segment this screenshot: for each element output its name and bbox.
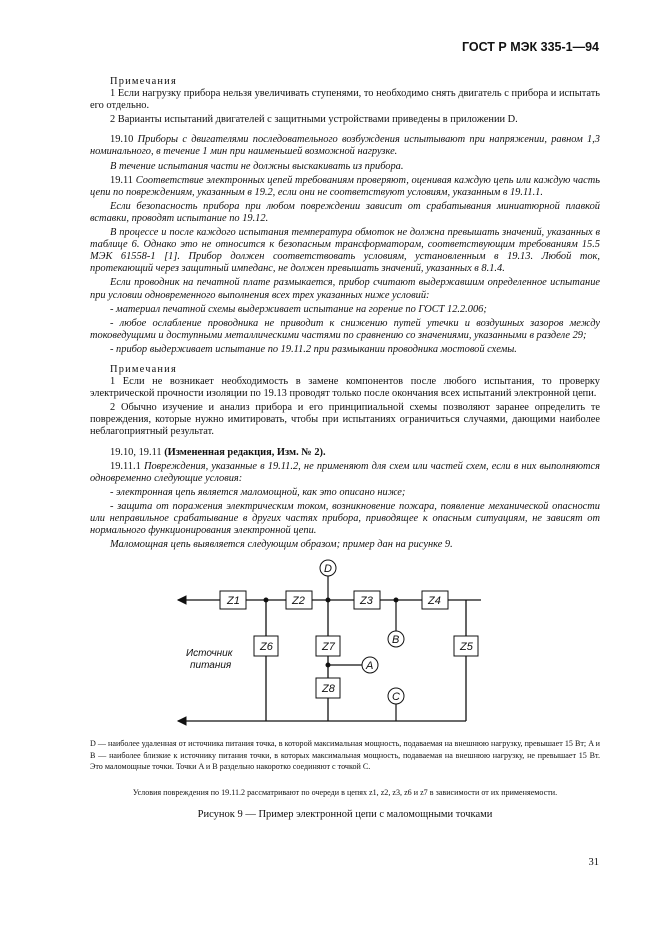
clause-19-11-b: Если безопасность прибора при любом повреждении зависит от срабатывания миниатюрной плавкой вставки, проводят испытание по 19.12. — [90, 200, 600, 224]
note-2-2: 2 Обычно изучение и анализ прибора и его принципиальной схемы позволяют заранее определить те повреждения, которые нужно имитировать, чтобы при испытаниях ограничиться случаями, дающими наиболее неблагоприятный результат. — [90, 402, 600, 438]
impedance-z3 — [354, 591, 380, 609]
notes-heading-2: Примечания — [110, 363, 177, 375]
junction-dot — [264, 598, 268, 602]
impedance-z6 — [254, 636, 278, 656]
figure-note: Условия повреждения по 19.11.2 рассматривают по очереди в цепях z1, z2, z3, z6 и z7 в зависимости от их применяемости. — [132, 788, 558, 797]
z4-label: Z4 — [428, 595, 441, 607]
condition-dash-2: - любое ослабление проводника не приводит к снижению путей утечки и воздушных зазоров между токоведущими и доступными металлическими частями по сравнению со значениями, указанными в разделе 29; — [90, 317, 600, 341]
point-a-label: A — [366, 660, 374, 672]
figure-title: Рисунок 9 — Пример электронной цепи с маломощными точками — [197, 809, 493, 820]
low-power-statement: Маломощная цепь выявляется следующим образом; пример дан на рисунке 9. — [110, 539, 453, 551]
amendment-text: (Измененная редакция, Изм. № 2). — [164, 446, 326, 458]
z1-label: Z1 — [227, 595, 240, 607]
clause-19-11 — [90, 175, 600, 199]
clause-19-10 — [90, 134, 600, 158]
point-d — [320, 560, 336, 576]
clause-19-11-1 — [90, 461, 600, 485]
point-b-label: B — [392, 634, 400, 646]
document-header: ГОСТ Р МЭК 335-1—94 — [461, 40, 599, 54]
source-label-line1: Источник — [186, 648, 233, 659]
document-body — [90, 76, 600, 553]
point-c-label: C — [392, 691, 400, 703]
condition-dash-3: - прибор выдерживает испытание по 19.11.2 при размыкании проводника мостовой схемы. — [110, 343, 517, 355]
clause-text: Повреждения, указанные в 19.11.2, не применяют для схем или частей схем, если в них выполняются одновременно следующие условия: — [90, 460, 601, 484]
input-arrow-icon — [178, 717, 186, 725]
clause-19-11-d: Если проводник на печатной плате размыкается, прибор считают выдержавшим определенное испытание при условии одновременного выполнения всех трех указанных ниже условий: — [90, 277, 600, 301]
amendment-line — [90, 447, 600, 459]
point-a — [362, 657, 378, 673]
clause-number: 19.11.1 — [110, 460, 141, 472]
z8-label: Z8 — [322, 683, 335, 695]
clause-19-10-b: В течение испытания части не должны выскакивать из прибора. — [110, 160, 404, 172]
point-c — [388, 688, 404, 704]
note-2: 2 Варианты испытаний двигателей с защитными устройствами приведены в приложении D. — [110, 114, 518, 126]
circuit-diagram — [176, 558, 506, 728]
z7-label: Z7 — [322, 641, 335, 653]
z5-label: Z5 — [460, 641, 473, 653]
note-2-1: 1 Если не возникает необходимость в замене компонентов после любого испытания, то проверку электрической прочности изоляции по 19.13 проводят только после окончания всех испытаний электронной цепи. — [90, 376, 600, 400]
point-b — [388, 631, 404, 647]
z2-label: Z2 — [292, 595, 305, 607]
clause-number: 19.11 — [110, 174, 133, 186]
input-arrow-icon — [178, 596, 186, 604]
notes-heading: Примечания — [110, 76, 177, 87]
point-d-label: D — [324, 563, 332, 575]
clause-text: Соответствие электронных цепей требованиям проверяют, оценивая каждую цепь или каждую часть цепи по повреждениям, указанным в 19.2, если они не соответствуют условиям, указанным в 19.11.1. — [90, 174, 600, 198]
impedance-z8 — [316, 678, 340, 698]
page-number: 31 — [588, 857, 599, 868]
impedance-z1 — [220, 591, 246, 609]
clause-text: Приборы с двигателями последовательного возбуждения испытывают при напряжении, равном 1,3 номинального, в течение 1 мин при наименьшей возможной нагрузке. — [90, 134, 600, 158]
clause-number: 19.10, 19.11 — [110, 446, 162, 458]
z3-label: Z3 — [360, 595, 373, 607]
impedance-z7 — [316, 636, 340, 656]
condition-1: - электронная цепь является маломощной, как это описано ниже; — [110, 486, 406, 498]
impedance-z5 — [454, 636, 478, 656]
z6-label: Z6 — [260, 641, 273, 653]
impedance-z4 — [422, 591, 448, 609]
source-label-line2: питания — [190, 660, 232, 671]
condition-dash-1: - материал печатной схемы выдерживает испытание на горение по ГОСТ 12.2.006; — [110, 303, 487, 315]
note-1: 1 Если нагрузку прибора нельзя увеличивать ступенями, то необходимо снять двигатель с прибора и испытать его отдельно. — [90, 88, 600, 112]
clause-19-11-c: В процессе и после каждого испытания температура обмоток не должна превышать значений, указанных в таблице 6. Однако это не относится к безопасным трансформаторам, соответствующим требованиям 15.5 МЭК 61558-1 [1]. Прибор должен соответствовать условиям, установленным в 19.13. Любой ток, протекающий через защитный импеданс, не должен превышать значений, указанных в 8.1.4. — [90, 227, 600, 275]
impedance-z2 — [286, 591, 312, 609]
clause-number: 19.10 — [110, 134, 134, 146]
condition-2: - защита от поражения электрическим током, возникновение пожара, появление механической опасности или неправильное срабатывание в других частях прибора, приводящее к опасным ситуациям, не зависят от нормального функционирования электронной цепи. — [90, 500, 600, 537]
figure-legend: D — наиболее удаленная от источника питания точка, в которой максимальная мощность, подаваемая на внешнюю нагрузку, превышает 15 Вт; A и B — наиболее близкие к источнику питания точки, в которых максимальная мощность, подаваемая на внешнюю нагрузку, не превышает 15 Вт. Это маломощные точки. Точки A и B раздельно накоротко соединяют с точкой C. — [90, 739, 600, 771]
